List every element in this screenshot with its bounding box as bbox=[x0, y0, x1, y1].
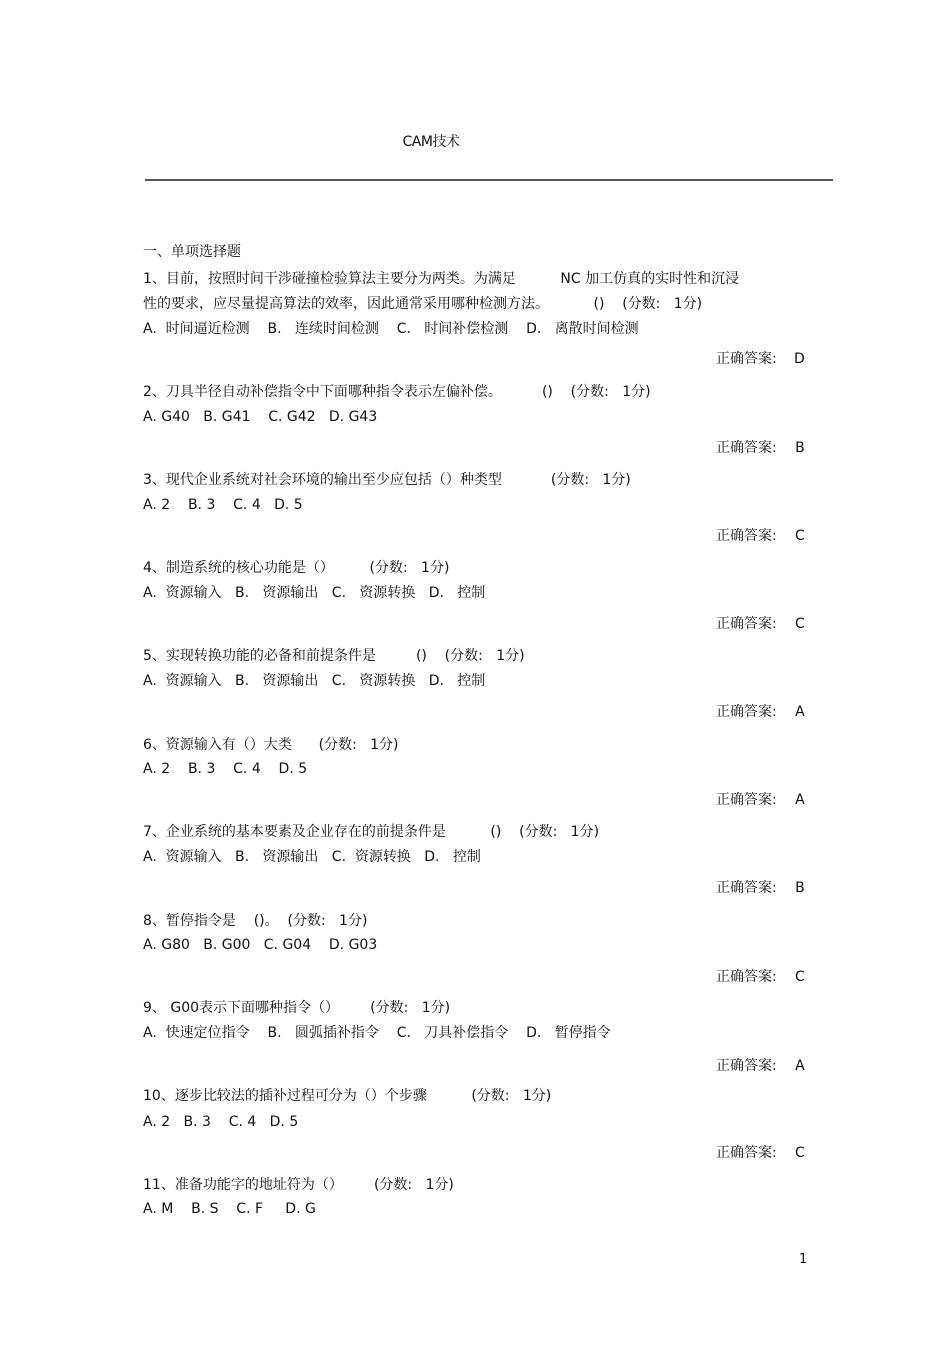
answer-line bbox=[716, 791, 805, 809]
options-line: A. G40 B. G41 C. G42 D. G43 bbox=[143, 409, 378, 425]
answer-value: A bbox=[795, 1058, 805, 1074]
answer-label: 正确答案: bbox=[716, 792, 777, 808]
answer-line bbox=[716, 350, 805, 368]
options-line: A. M B. S C. F D. G bbox=[143, 1201, 316, 1217]
answer-label: 正确答案: bbox=[716, 704, 777, 720]
question-line: 6、资源输入有（）大类 (分数: 1分) bbox=[143, 737, 399, 753]
document-title: CAM技术 bbox=[402, 134, 460, 150]
options-line: A. 2 B. 3 C. 4 D. 5 bbox=[143, 761, 308, 777]
answer-value: C bbox=[794, 616, 805, 632]
question-line: 2、刀具半径自动补偿指令中下面哪种指令表示左偏补偿。 () (分数: 1分) bbox=[143, 384, 651, 400]
question-line: 11、准备功能字的地址符为（） (分数: 1分) bbox=[143, 1177, 454, 1193]
answer-label: 正确答案: bbox=[716, 1058, 777, 1074]
answer-label: 正确答案: bbox=[716, 1145, 777, 1161]
answer-line bbox=[716, 703, 805, 721]
answer-value: A bbox=[795, 792, 805, 808]
answer-line bbox=[716, 968, 805, 986]
answer-line bbox=[716, 1144, 805, 1162]
question-line: 9、 G00表示下面哪种指令（） (分数: 1分) bbox=[143, 1000, 451, 1016]
answer-value: B bbox=[795, 880, 805, 896]
question-line: 8、暂停指令是 ()。 (分数: 1分) bbox=[143, 913, 368, 929]
options-line: A. 2 B. 3 C. 4 D. 5 bbox=[143, 497, 303, 513]
question-line: 3、现代企业系统对社会环境的输出至少应包括（）种类型 (分数: 1分) bbox=[143, 472, 631, 488]
question-line: 10、逐步比较法的插补过程可分为（）个步骤 (分数: 1分) bbox=[143, 1088, 552, 1104]
question-line: 性的要求，应尽量提高算法的效率，因此通常采用哪种检测方法。 () (分数: 1分) bbox=[143, 296, 703, 312]
options-line: A. 资源输入 B. 资源输出 C. 资源转换 D. 控制 bbox=[143, 585, 486, 601]
question-line: 1、目前，按照时间干涉碰撞检验算法主要分为两类。为满足 NC 加工仿真的实时性和沉浸 bbox=[143, 271, 740, 287]
question-line: 5、实现转换功能的必备和前提条件是 () (分数: 1分) bbox=[143, 648, 525, 664]
page-number: 1 bbox=[799, 1252, 808, 1267]
answer-label: 正确答案: bbox=[716, 528, 777, 544]
section-title: 一、单项选择题 bbox=[143, 244, 241, 260]
answer-value: C bbox=[794, 969, 805, 985]
options-line: A. 时间逼近检测 B. 连续时间检测 C. 时间补偿检测 D. 离散时间检测 bbox=[143, 321, 639, 337]
answer-label: 正确答案: bbox=[716, 880, 777, 896]
options-line: A. 快速定位指令 B. 圆弧插补指令 C. 刀具补偿指令 D. 暂停指令 bbox=[143, 1025, 611, 1041]
answer-value: B bbox=[795, 440, 805, 456]
answer-label: 正确答案: bbox=[716, 616, 777, 632]
answer-line bbox=[716, 879, 805, 897]
title-rule bbox=[145, 179, 833, 181]
answer-line bbox=[716, 615, 805, 633]
question-line: 4、制造系统的核心功能是（） (分数: 1分) bbox=[143, 560, 450, 576]
answer-line bbox=[716, 527, 805, 545]
options-line: A. 2 B. 3 C. 4 D. 5 bbox=[143, 1114, 299, 1130]
answer-label: 正确答案: bbox=[716, 969, 777, 985]
answer-label: 正确答案: bbox=[716, 440, 777, 456]
options-line: A. 资源输入 B. 资源输出 C. 资源转换 D. 控制 bbox=[143, 673, 486, 689]
options-line: A. G80 B. G00 C. G04 D. G03 bbox=[143, 937, 378, 953]
answer-line bbox=[716, 1057, 805, 1075]
answer-value: C bbox=[794, 528, 805, 544]
answer-value: A bbox=[795, 704, 805, 720]
options-line: A. 资源输入 B. 资源输出 C. 资源转换 D. 控制 bbox=[143, 849, 481, 865]
answer-value: C bbox=[794, 1145, 805, 1161]
answer-line bbox=[716, 439, 805, 457]
answer-value: D bbox=[793, 351, 805, 367]
answer-label: 正确答案: bbox=[716, 351, 777, 367]
question-line: 7、企业系统的基本要素及企业存在的前提条件是 () (分数: 1分) bbox=[143, 824, 600, 840]
